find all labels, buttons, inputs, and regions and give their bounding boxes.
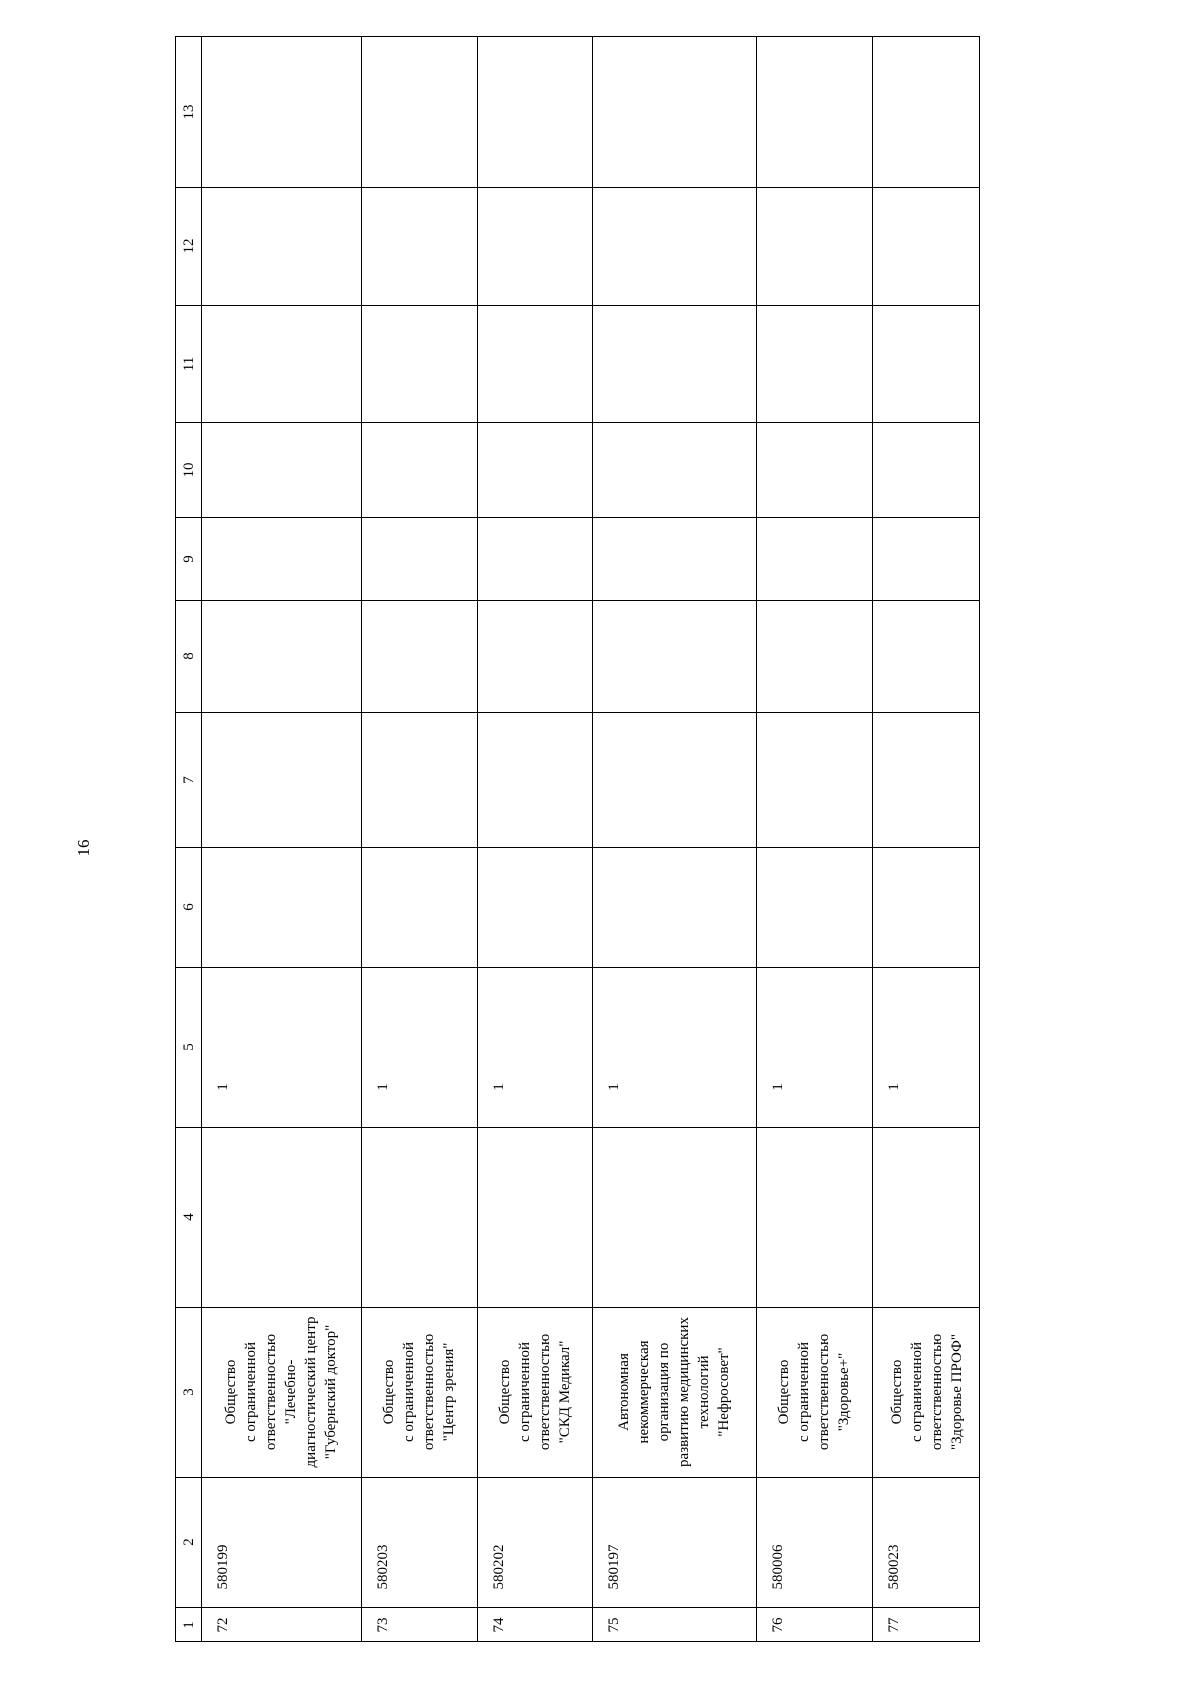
organization-name: Общество с ограниченной ответственностью "СКД Медикал" [496,1333,573,1451]
column-5-value: 1 [770,1083,786,1091]
data-table [175,36,980,1642]
organization-code: 580199 [215,1544,231,1590]
organization-code: 580006 [770,1544,786,1590]
row-number: 75 [606,1617,622,1633]
column-5-value: 1 [491,1083,507,1091]
column-header: 1 [180,1621,197,1629]
column-header: 7 [180,775,197,784]
column-divider [176,305,979,306]
column-5-value: 1 [886,1083,902,1091]
row-divider [201,37,202,1641]
column-divider [176,187,979,188]
column-divider [176,1477,979,1478]
column-header: 9 [180,554,197,563]
column-5-value: 1 [375,1083,391,1091]
column-header: 10 [180,462,197,477]
column-divider [176,712,979,713]
column-divider [176,422,979,423]
organization-name: Общество с ограниченной ответственностью "Здоровье ПРОФ" [888,1333,965,1451]
column-header: 5 [180,1043,197,1051]
column-5-value: 1 [606,1083,622,1091]
organization-code: 580202 [491,1544,507,1590]
row-number: 74 [491,1617,507,1633]
column-divider [176,1307,979,1308]
row-divider [361,37,362,1641]
column-divider [176,1607,979,1608]
column-header: 13 [180,104,197,120]
organization-name: Общество с ограниченной ответственностью "Здоровье+" [776,1333,852,1451]
column-header: 6 [180,903,197,911]
organization-code: 580197 [606,1544,622,1590]
organization-name: Автономная некоммерческая организация по развитию медицинских технологий "Нефросовет" [616,1317,732,1467]
row-divider [477,37,478,1641]
row-divider [756,37,757,1641]
organization-name: Общество с ограниченной ответственностью "Центр зрения" [381,1333,457,1451]
column-5-value: 1 [215,1083,231,1091]
column-divider [176,600,979,601]
column-header: 3 [180,1388,197,1396]
page-number: 16 [74,839,93,857]
column-divider [176,847,979,848]
row-number: 77 [886,1617,902,1633]
column-header: 2 [180,1538,197,1546]
column-divider [176,967,979,968]
organization-code: 580023 [886,1544,902,1590]
column-header: 8 [180,652,197,660]
row-divider [872,37,873,1641]
column-divider [176,517,979,518]
column-header: 4 [180,1213,197,1221]
column-header: 12 [180,238,197,254]
row-number: 76 [770,1617,786,1633]
column-header: 11 [180,356,197,371]
column-divider [176,1127,979,1128]
organization-name: Общество с ограниченной ответственностью "Лечебно- диагностический центр "Губернский доктор" [223,1316,339,1468]
row-number: 72 [215,1617,231,1633]
row-divider [592,37,593,1641]
row-number: 73 [375,1617,391,1633]
organization-code: 580203 [375,1544,391,1590]
